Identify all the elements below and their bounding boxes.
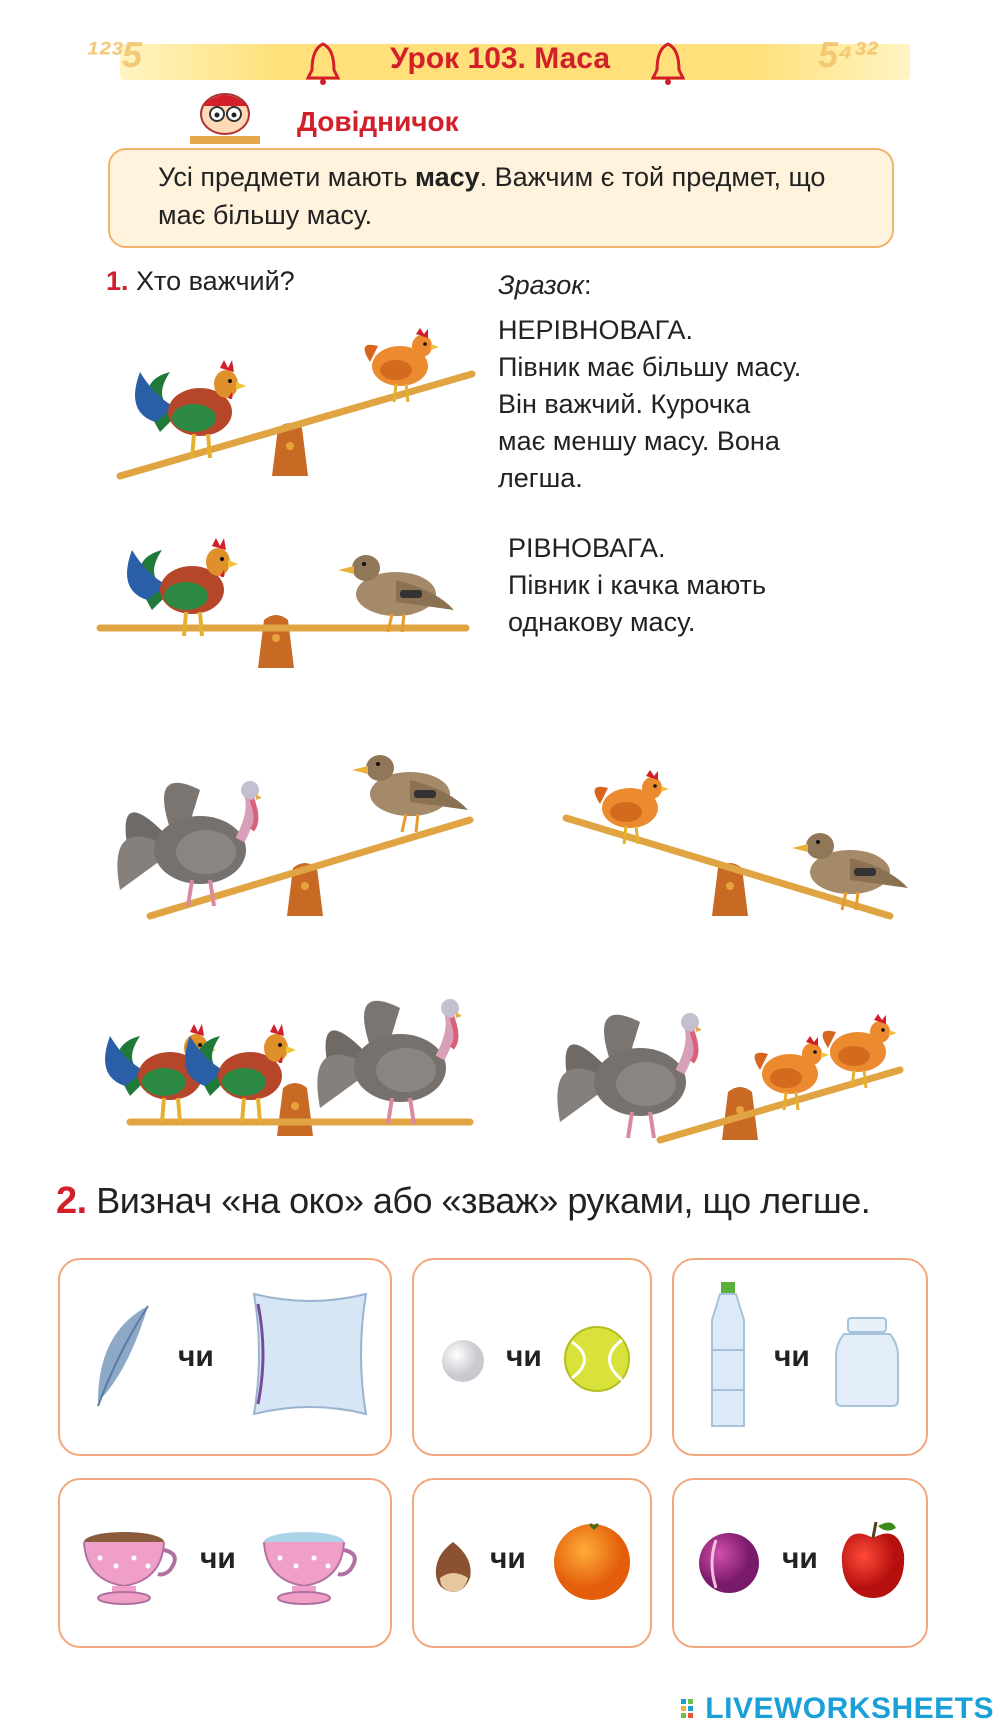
- connector-text: чи: [782, 1542, 818, 1575]
- compare-card-feather-pillow[interactable]: [58, 1258, 392, 1456]
- compare-card-pearl-ball[interactable]: [412, 1258, 652, 1456]
- connector-text: чи: [200, 1542, 236, 1575]
- compare-card-nut-orange[interactable]: [412, 1478, 652, 1648]
- connector-text: чи: [178, 1340, 214, 1373]
- exercise-2-instruction: 2. Визнач «на око» або «зваж» руками, що легше.: [56, 1180, 871, 1222]
- seesaw-rooster-duck: [96, 492, 476, 672]
- connector-text: чи: [774, 1340, 810, 1373]
- seesaw-roosters-turkey: [90, 966, 490, 1136]
- connector-text: чи: [506, 1340, 542, 1373]
- hazelnut-icon: [430, 1538, 476, 1594]
- empty-cup-icon: [260, 1528, 364, 1608]
- sample-text-balance: РІВНОВАГА. Півник і качка мають однакову масу.: [508, 533, 767, 637]
- water-bottle-icon: [704, 1280, 752, 1430]
- feather-icon: [88, 1302, 158, 1412]
- reference-title: Довідничок: [297, 106, 459, 137]
- plum-icon: [696, 1530, 762, 1596]
- seesaw-turkey-duck: [90, 728, 480, 928]
- orange-icon: [550, 1518, 634, 1602]
- tennis-ball-icon: [562, 1324, 632, 1394]
- connector-text: чи: [490, 1542, 526, 1575]
- deco-numbers-left: ¹²³5: [86, 34, 142, 75]
- seesaw-hen-duck: [560, 748, 900, 928]
- pearl-icon: [440, 1338, 486, 1384]
- seesaw-turkey-hens: [550, 1000, 910, 1140]
- compare-card-bottle-jar[interactable]: [672, 1258, 928, 1456]
- full-cup-icon: [80, 1528, 184, 1608]
- seesaw-rooster-hen: [100, 300, 480, 480]
- pillow-icon: [244, 1284, 376, 1424]
- logo-mark-icon: [681, 1697, 701, 1721]
- deco-numbers-right: 5⁴³²: [818, 34, 878, 75]
- compare-card-plum-apple[interactable]: [672, 1478, 928, 1648]
- info-text: Усі предмети мають масу. Важчим є той предмет, що має більшу масу.: [158, 162, 826, 230]
- jar-icon: [834, 1316, 900, 1408]
- exercise-1-question: 1. Хто важчий?: [106, 266, 295, 296]
- compare-card-cups[interactable]: [58, 1478, 392, 1648]
- sample-label: Зразок:: [498, 270, 592, 300]
- mascot-icon: [182, 92, 268, 148]
- sample-text-imbalance: НЕРІВНОВАГА. Півник має більшу масу. Він важчий. Курочка має меншу масу. Вона легша.: [498, 315, 802, 493]
- apple-icon: [838, 1516, 908, 1600]
- page-title: Урок 103. Маса: [389, 42, 611, 75]
- liveworksheets-logo: LIVEWORKSHEETS: [681, 1692, 994, 1726]
